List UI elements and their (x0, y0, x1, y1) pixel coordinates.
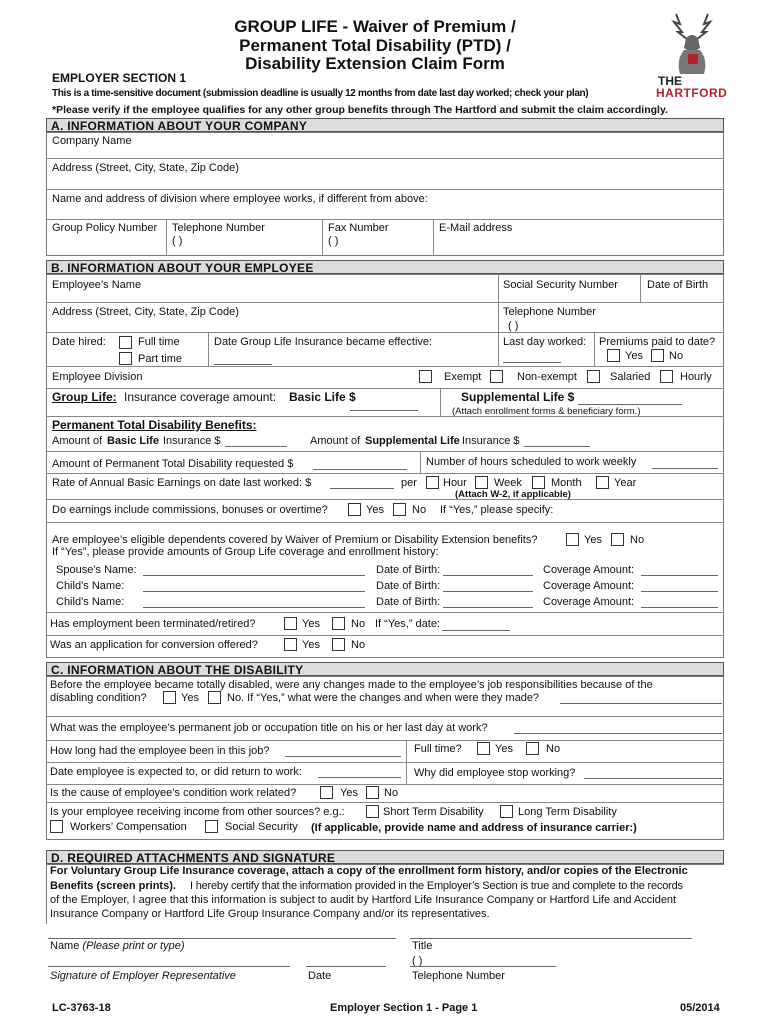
supplemental-life-label: Supplemental Life $ (461, 390, 575, 404)
terminated-no-checkbox[interactable] (332, 617, 345, 630)
other-income-label: Is your employee receiving income from other sources? e.g.: (50, 806, 345, 818)
child-2-coverage-input[interactable] (641, 607, 718, 608)
child-name-1-input[interactable] (143, 591, 365, 592)
title-input[interactable] (410, 938, 692, 939)
group-life-label: Group Life: (52, 390, 117, 404)
salaried-checkbox[interactable] (587, 370, 600, 383)
work-related-yes-checkbox[interactable] (320, 786, 333, 799)
spouse-name-input[interactable] (143, 575, 365, 576)
spouse-dob-label: Date of Birth: (376, 564, 441, 576)
form-title-line-3: Disability Extension Claim Form (245, 54, 505, 73)
per-week-checkbox[interactable] (475, 476, 488, 489)
time-sensitive-notice: This is a time-sensitive document (submission deadline is usually 12 months from date last day worked; check your plan) (52, 88, 589, 99)
name-input[interactable] (48, 938, 396, 939)
ltd-checkbox[interactable] (500, 805, 513, 818)
job-changes-yes-label: Yes (181, 692, 199, 704)
how-long-label: How long had the employee been in this job? (50, 745, 270, 757)
form-date: 05/2014 (680, 1002, 720, 1014)
certification-text-2: of the Employer, I agree that this information is subject to audit by Hartford Life Insurance Company or Hartford Life and Accident (50, 894, 677, 906)
per-week-label: Week (494, 477, 522, 489)
employee-telephone-field[interactable]: Telephone Number (503, 306, 596, 318)
permanent-job-input[interactable] (514, 733, 722, 734)
per-label: per (401, 477, 417, 489)
supplemental-life-input[interactable] (578, 404, 682, 405)
stag-icon (652, 10, 732, 78)
signature-label: Signature of Employer Representative (50, 970, 236, 982)
employee-address-field[interactable]: Address (Street, City, State, Zip Code) (52, 306, 239, 318)
child-name-2-label: Child’s Name: (56, 596, 125, 608)
job-changes-input[interactable] (560, 703, 722, 704)
commissions-label: Do earnings include commissions, bonuses or overtime? (52, 504, 328, 516)
expected-return-label: Date employee is expected to, or did return to work: (50, 766, 302, 778)
full-time-no-label: No (546, 743, 561, 755)
hourly-checkbox[interactable] (660, 370, 673, 383)
full-time-yes-checkbox[interactable] (477, 742, 490, 755)
child-2-dob-input[interactable] (443, 607, 533, 608)
insurance-carrier-label: (If applicable, provide name and address of insurance carrier:) (311, 822, 637, 834)
company-telephone-paren: ( ) (172, 235, 183, 247)
dependents-yes-label: Yes (584, 534, 602, 546)
employee-telephone-paren: ( ) (508, 320, 519, 332)
employee-name-field[interactable]: Employee’s Name (52, 279, 142, 291)
spouse-coverage-label: Coverage Amount: (543, 564, 635, 576)
child-2-dob-label: Date of Birth: (376, 596, 441, 608)
section-b-heading: B. INFORMATION ABOUT YOUR EMPLOYEE (46, 260, 724, 274)
terminated-yes-checkbox[interactable] (284, 617, 297, 630)
premiums-no-label: No (669, 350, 684, 362)
employee-division-field[interactable]: Employee Division (52, 371, 143, 383)
form-number: LC-3763-18 (52, 1002, 111, 1014)
employer-telephone-paren: ( ) (412, 955, 423, 967)
attach-w2-note: (Attach W-2, if applicable) (455, 489, 571, 500)
employee-dob-field[interactable]: Date of Birth (647, 279, 709, 291)
terminated-yes-label: Yes (302, 618, 320, 630)
company-fax-paren: ( ) (328, 235, 339, 247)
child-name-2-input[interactable] (143, 607, 365, 608)
date-hired-label: Date hired: (52, 336, 106, 348)
conversion-yes-label: Yes (302, 639, 320, 651)
ptd-basic-amount-input[interactable] (225, 446, 287, 447)
certification-text-3: Insurance Company or Hartford Life Group Insurance Company and/or its representatives. (50, 908, 490, 920)
how-long-input[interactable] (285, 756, 401, 757)
last-day-worked-input[interactable] (503, 362, 561, 363)
page-indicator: Employer Section 1 - Page 1 (330, 1002, 478, 1014)
commissions-yes-label: Yes (366, 504, 384, 516)
logo-the: THE (658, 74, 682, 88)
conversion-no-label: No (351, 639, 366, 651)
date-input[interactable] (306, 966, 386, 967)
commissions-no-checkbox[interactable] (393, 503, 406, 516)
non-exempt-checkbox[interactable] (490, 370, 503, 383)
terminated-label: Has employment been terminated/retired? (50, 618, 256, 630)
child-1-dob-input[interactable] (443, 591, 533, 592)
per-month-checkbox[interactable] (532, 476, 545, 489)
full-time-checkbox[interactable] (119, 336, 132, 349)
premiums-yes-label: Yes (625, 350, 643, 362)
section-c-heading: C. INFORMATION ABOUT THE DISABILITY (46, 662, 724, 676)
company-telephone-field[interactable]: Telephone Number (172, 222, 265, 234)
permanent-job-label: What was the employee’s permanent job or occupation title on his or her last day at work? (50, 722, 488, 734)
exempt-checkbox[interactable] (419, 370, 432, 383)
attach-enrollment-note: (Attach enrollment forms & beneficiary form.) (452, 406, 641, 417)
spouse-name-label: Spouse’s Name: (56, 564, 137, 576)
job-changes-no-checkbox[interactable] (208, 691, 221, 704)
full-time-yes-label: Yes (495, 743, 513, 755)
part-time-label: Part time (138, 353, 183, 365)
std-checkbox[interactable] (366, 805, 379, 818)
work-related-yes-label: Yes (340, 787, 358, 799)
section-a-heading: A. INFORMATION ABOUT YOUR COMPANY (46, 118, 724, 132)
work-related-no-label: No (384, 787, 399, 799)
section-d-heading: D. REQUIRED ATTACHMENTS AND SIGNATURE (46, 850, 724, 864)
hartford-logo (652, 10, 732, 100)
hourly-label: Hourly (680, 371, 712, 383)
per-hour-checkbox[interactable] (426, 476, 439, 489)
child-1-dob-label: Date of Birth: (376, 580, 441, 592)
job-changes-detail-label: No. If “Yes,” what were the changes and when were they made? (227, 692, 540, 704)
workers-comp-checkbox[interactable] (50, 820, 63, 833)
full-time-no-checkbox[interactable] (526, 742, 539, 755)
employer-telephone-label: Telephone Number (412, 970, 505, 982)
social-security-label: Social Security (225, 821, 298, 833)
coverage-effective-input[interactable] (214, 364, 272, 365)
why-stop-label: Why did employee stop working? (414, 767, 576, 779)
work-related-label: Is the cause of employee’s condition work related? (50, 787, 297, 799)
terminated-date-input[interactable] (442, 630, 510, 631)
premiums-yes-checkbox[interactable] (607, 349, 620, 362)
attachments-instruction: For Voluntary Group Life Insurance coverage, attach a copy of the enrollment form history, and/or copies of the Electronic (50, 865, 688, 877)
division-address-field[interactable]: Name and address of division where employee works, if different from above: (52, 193, 428, 205)
dependents-yes-checkbox[interactable] (566, 533, 579, 546)
ptd-supp-life-label: Supplemental Life (365, 435, 460, 447)
premiums-paid-label: Premiums paid to date? (599, 336, 716, 348)
dependents-no-label: No (630, 534, 645, 546)
conversion-label: Was an application for conversion offered? (50, 639, 258, 651)
dependents-no-checkbox[interactable] (611, 533, 624, 546)
child-1-coverage-label: Coverage Amount: (543, 580, 635, 592)
dependents-label: Are employee’s eligible dependents covered by Waiver of Premium or Disability Extension benefits? (52, 534, 538, 546)
verify-notice: *Please verify if the employee qualifies for any other group benefits through The Hartford and submit the claim accordingly. (52, 104, 668, 116)
coverage-amount-label: Insurance coverage amount: (124, 390, 277, 404)
child-1-coverage-input[interactable] (641, 591, 718, 592)
last-day-worked-label: Last day worked: (503, 336, 587, 348)
hours-scheduled-input[interactable] (652, 468, 718, 469)
rate-earnings-label: Rate of Annual Basic Earnings on date last worked: $ (52, 477, 312, 489)
employer-telephone-input[interactable] (410, 966, 556, 967)
date-label: Date (308, 970, 332, 982)
coverage-effective-label: Date Group Life Insurance became effective: (214, 336, 433, 348)
per-hour-label: Hour (443, 477, 467, 489)
conversion-yes-checkbox[interactable] (284, 638, 297, 651)
spouse-coverage-input[interactable] (641, 575, 718, 576)
work-related-no-checkbox[interactable] (366, 786, 379, 799)
full-time-label: Full time (138, 336, 180, 348)
commissions-no-label: No (412, 504, 427, 516)
conversion-no-checkbox[interactable] (332, 638, 345, 651)
basic-life-input[interactable] (350, 410, 418, 411)
ptd-supp-amount-input[interactable] (524, 446, 590, 447)
per-month-label: Month (551, 477, 582, 489)
logo-hartford: HARTFORD (656, 86, 728, 100)
ptd-supp-amount-of-label: Amount of (310, 435, 361, 447)
hours-scheduled-label: Number of hours scheduled to work weekly (426, 456, 637, 468)
form-title-line-2: Permanent Total Disability (PTD) / (239, 36, 511, 55)
form-title-line-1: GROUP LIFE - Waiver of Premium / (234, 17, 516, 36)
non-exempt-label: Non-exempt (517, 371, 577, 383)
child-2-coverage-label: Coverage Amount: (543, 596, 635, 608)
spouse-dob-input[interactable] (443, 575, 533, 576)
full-time-question-label: Full time? (414, 743, 462, 755)
premiums-no-checkbox[interactable] (651, 349, 664, 362)
title-label: Title (412, 940, 433, 952)
commissions-yes-checkbox[interactable] (348, 503, 361, 516)
ptd-requested-label: Amount of Permanent Total Disability requested $ (52, 458, 294, 470)
signature-input[interactable] (48, 966, 290, 967)
group-policy-number-field[interactable]: Group Policy Number (52, 222, 158, 234)
ptd-supp-insurance-label: Insurance $ (462, 435, 520, 447)
employee-ssn-field[interactable]: Social Security Number (503, 279, 618, 291)
expected-return-input[interactable] (318, 777, 401, 778)
salaried-label: Salaried (610, 371, 651, 383)
employer-section-label: EMPLOYER SECTION 1 (52, 71, 187, 85)
company-name-field[interactable]: Company Name (52, 135, 132, 147)
why-stop-input[interactable] (584, 778, 722, 779)
ltd-label: Long Term Disability (518, 806, 617, 818)
job-changes-yes-checkbox[interactable] (163, 691, 176, 704)
terminated-no-label: No (351, 618, 366, 630)
company-address-field[interactable]: Address (Street, City, State, Zip Code) (52, 162, 239, 174)
electronic-benefits-label: Benefits (screen prints). (50, 880, 176, 892)
certification-text-1: I hereby certify that the information provided in the Employer’s Section is true and complete to the records (190, 880, 683, 892)
company-fax-field[interactable]: Fax Number (328, 222, 389, 234)
company-email-field[interactable]: E-Mail address (439, 222, 513, 234)
child-name-1-label: Child’s Name: (56, 580, 125, 592)
workers-comp-label: Workers’ Compensation (70, 821, 187, 833)
name-label: Name (Please print or type) (50, 940, 185, 952)
ptd-amount-of-label: Amount of (52, 435, 103, 447)
terminated-date-label: If “Yes,” date: (375, 618, 441, 630)
ptd-basic-insurance-label: Insurance $ (163, 435, 221, 447)
basic-life-label: Basic Life $ (289, 390, 356, 404)
exempt-label: Exempt (444, 371, 482, 383)
job-changes-question: Before the employee became totally disabled, were any changes made to the employee’s job responsibilities because of the (50, 679, 653, 691)
ptd-requested-input[interactable] (313, 469, 407, 470)
ptd-benefits-label: Permanent Total Disability Benefits: (52, 418, 257, 432)
social-security-checkbox[interactable] (205, 820, 218, 833)
per-year-checkbox[interactable] (596, 476, 609, 489)
commissions-specify-label: If “Yes,” please specify: (440, 504, 554, 516)
disabling-condition-label: disabling condition? (50, 692, 147, 704)
rate-earnings-input[interactable] (330, 488, 394, 489)
per-year-label: Year (614, 477, 637, 489)
ptd-basic-life-label: Basic Life (107, 435, 159, 447)
part-time-checkbox[interactable] (119, 352, 132, 365)
dependents-if-yes-label: If “Yes”, please provide amounts of Group Life coverage and enrollment history: (52, 546, 439, 558)
std-label: Short Term Disability (383, 806, 484, 818)
